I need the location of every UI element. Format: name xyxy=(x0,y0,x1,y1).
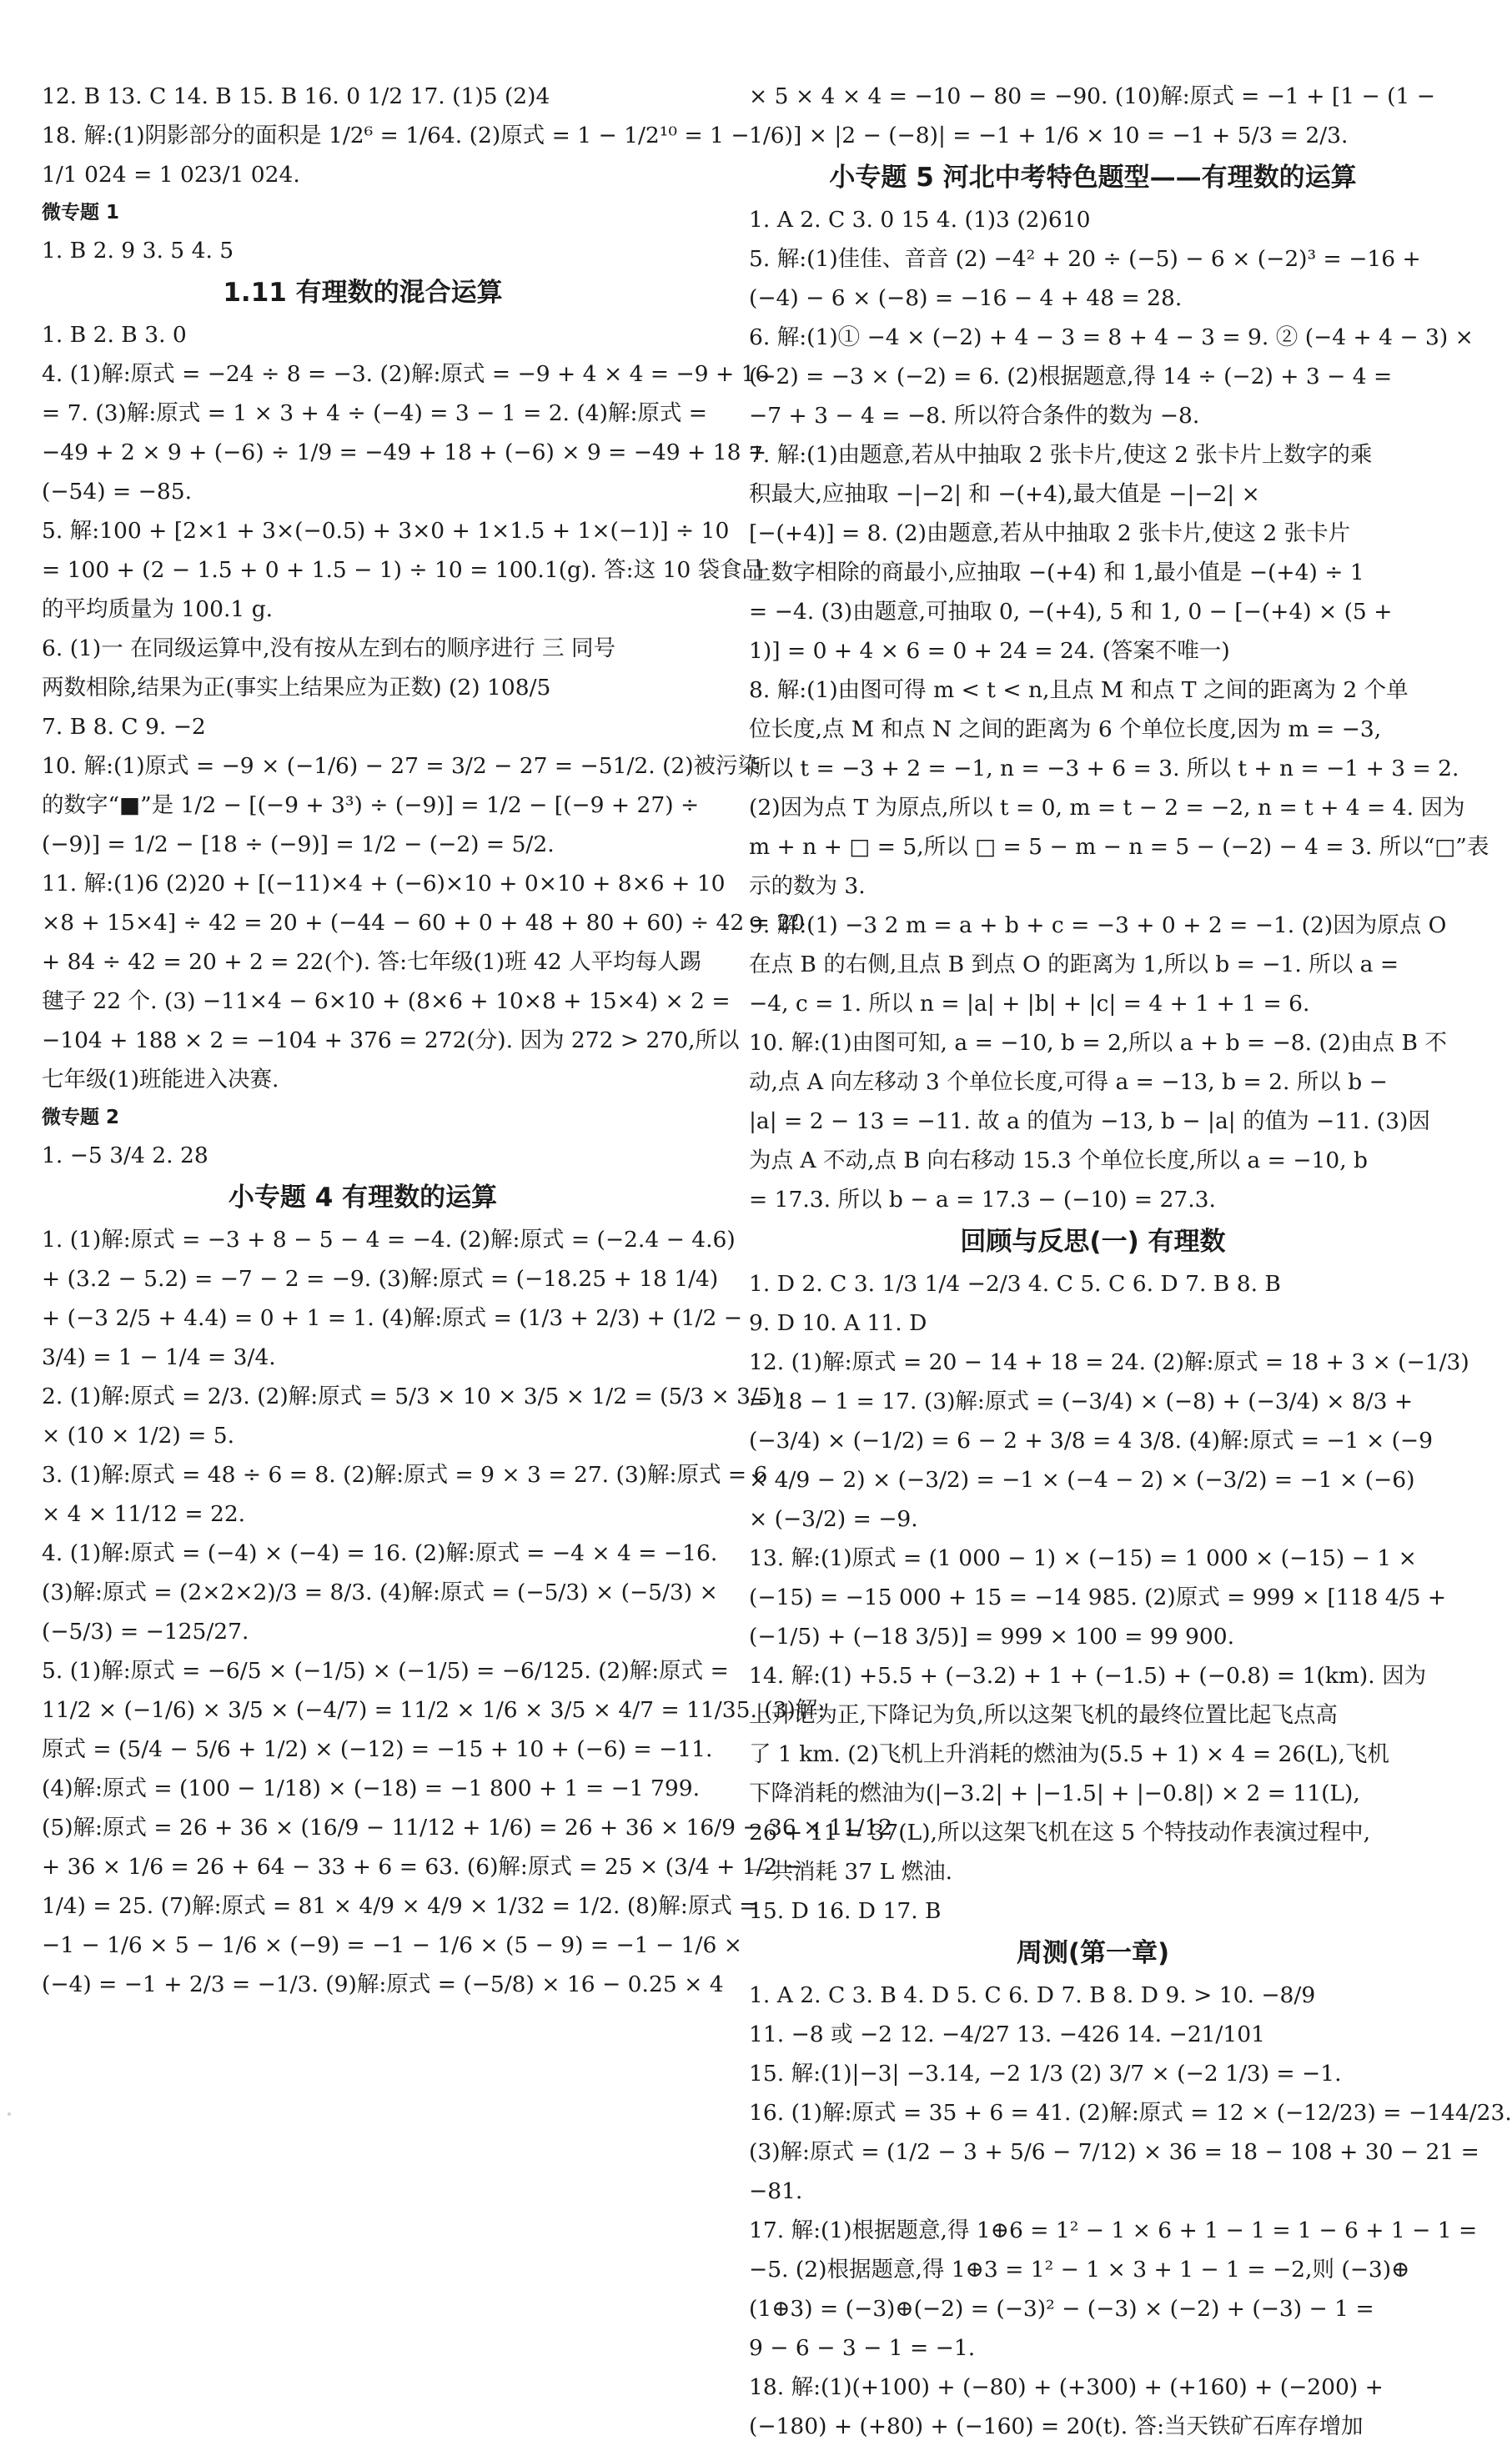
answer-line: (4)解:原式 = (100 − 1/18) × (−18) = −1 800 + 1 = −1 799. xyxy=(42,1775,701,1801)
answer-line: 5. 解:100 + [2×1 + 3×(−0.5) + 3×0 + 1×1.5 + 1×(−1)] ÷ 10 xyxy=(42,518,730,544)
answer-line: (−4) = −1 + 2/3 = −1/3. (9)解:原式 = (−5/8) × 16 − 0.25 × 4 xyxy=(42,1971,724,1997)
answer-line: −5. (2)根据题意,得 1⊕3 = 1² − 1 × 3 + 1 − 1 = −2,则 (−3)⊕ xyxy=(749,2257,1410,2283)
answer-line: (−4) − 6 × (−8) = −16 − 4 + 48 = 28. xyxy=(749,285,1183,311)
answer-line: (−3/4) × (−1/2) = 6 − 2 + 3/8 = 4 3/8. (4)解:原式 = −1 × (−9 xyxy=(749,1428,1433,1454)
answer-line: 为点 A 不动,点 B 向右移动 15.3 个单位长度,所以 a = −10, b xyxy=(749,1148,1369,1173)
section-heading: 周测(第一章) xyxy=(1016,1938,1170,1968)
answer-line: −1 − 1/6 × 5 − 1/6 × (−9) = −1 − 1/6 × (5 − 9) = −1 − 1/6 × xyxy=(42,1932,742,1958)
answer-line: 10. 解:(1)原式 = −9 × (−1/6) − 27 = 3/2 − 27 = −51/2. (2)被污染 xyxy=(42,753,761,779)
answer-line: 7. 解:(1)由题意,若从中抽取 2 张卡片,使这 2 张卡片上数字的乘 xyxy=(749,442,1373,468)
answer-line: 3/4) = 1 − 1/4 = 3/4. xyxy=(42,1344,276,1370)
answer-line: 3. (1)解:原式 = 48 ÷ 6 = 8. (2)解:原式 = 9 × 3 = 27. (3)解:原式 = 6 xyxy=(42,1462,768,1488)
answer-line: 10. 解:(1)由图可知, a = −10, b = 2,所以 a + b = −8. (2)由点 B 不 xyxy=(749,1030,1447,1056)
answer-line: (−1/5) + (−18 3/5)] = 999 × 100 = 99 900. xyxy=(749,1624,1235,1650)
answer-line: = 17.3. 所以 b − a = 17.3 − (−10) = 27.3. xyxy=(749,1187,1216,1213)
answer-line: (3)解:原式 = (2×2×2)/3 = 8/3. (4)解:原式 = (−5/3) × (−5/3) × xyxy=(42,1580,718,1605)
answer-line: 11. −8 或 −2 12. −4/27 13. −426 14. −21/101 xyxy=(749,2022,1265,2047)
answer-line: 9. D 10. A 11. D xyxy=(749,1310,927,1336)
answer-line: = 7. (3)解:原式 = 1 × 3 + 4 ÷ (−4) = 3 − 1 = 2. (4)解:原式 = xyxy=(42,400,708,426)
section-heading: 小专题 4 有理数的运算 xyxy=(228,1183,498,1213)
answer-line: 6. 解:(1)① −4 × (−2) + 4 − 3 = 8 + 4 − 3 = 9. ② (−4 + 4 − 3) × xyxy=(749,324,1474,350)
answer-line: 9. 解:(1) −3 2 m = a + b + c = −3 + 0 + 2 = −1. (2)因为原点 O xyxy=(749,912,1447,938)
answer-line: 1. D 2. C 3. 1/3 1/4 −2/3 4. C 5. C 6. D 7. B 8. B xyxy=(749,1271,1281,1297)
answer-line: + (−3 2/5 + 4.4) = 0 + 1 = 1. (4)解:原式 = (1/3 + 2/3) + (1/2 − xyxy=(42,1305,742,1331)
sub-topic-label: 微专题 2 xyxy=(42,1107,120,1128)
answer-line: (2)因为点 T 为原点,所以 t = 0, m = t − 2 = −2, n = t + 4 = 4. 因为 xyxy=(749,795,1465,821)
answer-line: 动,点 A 向左移动 3 个单位长度,可得 a = −13, b = 2. 所以 b − xyxy=(749,1069,1388,1095)
answer-line: 7. B 8. C 9. −2 xyxy=(42,714,206,740)
answer-line: + (3.2 − 5.2) = −7 − 2 = −9. (3)解:原式 = (−18.25 + 18 1/4) xyxy=(42,1266,719,1292)
answer-line: 16. (1)解:原式 = 35 + 6 = 41. (2)解:原式 = 12 × (−12/23) = −144/23. xyxy=(749,2100,1512,2126)
answer-line: = 18 − 1 = 17. (3)解:原式 = (−3/4) × (−8) + (−3/4) × 8/3 + xyxy=(749,1389,1414,1414)
answer-line: × 5 × 4 × 4 = −10 − 80 = −90. (10)解:原式 = −1 + [1 − (1 − xyxy=(749,83,1435,109)
answer-line: 18. 解:(1)阴影部分的面积是 1/2⁶ = 1/64. (2)原式 = 1 − 1/2¹⁰ = 1 − xyxy=(42,123,750,148)
answer-line: (1⊕3) = (−3)⊕(−2) = (−3)² − (−3) × (−2) + (−3) − 1 = xyxy=(749,2296,1374,2322)
answer-line: × 4 × 11/12 = 22. xyxy=(42,1501,246,1527)
answer-line: (−54) = −85. xyxy=(42,479,193,505)
answer-line: 了 1 km. (2)飞机上升消耗的燃油为(5.5 + 1) × 4 = 26(L),飞机 xyxy=(749,1741,1389,1767)
answer-line: ×8 + 15×4] ÷ 42 = 20 + (−44 − 60 + 0 + 48 + 80 + 60) ÷ 42 = 20 xyxy=(42,910,805,936)
answer-line: 位长度,点 M 和点 N 之间的距离为 6 个单位长度,因为 m = −3, xyxy=(749,716,1382,742)
answer-line: (5)解:原式 = 26 + 36 × (16/9 − 11/12 + 1/6) = 26 + 36 × 16/9 − 36 × 11/12 xyxy=(42,1815,893,1841)
answer-line: = 100 + (2 − 1.5 + 0 + 1.5 − 1) ÷ 10 = 100.1(g). 答:这 10 袋食品 xyxy=(42,557,765,583)
answer-line: |a| = 2 − 13 = −11. 故 a 的值为 −13, b − |a| 的值为 −11. (3)因 xyxy=(749,1108,1430,1134)
answer-line: 15. D 16. D 17. B xyxy=(749,1898,942,1924)
answer-line: (−180) + (+80) + (−160) = 20(t). 答:当天铁矿石库存增加 xyxy=(749,2413,1364,2439)
answer-line: 11/2 × (−1/6) × 3/5 × (−4/7) = 11/2 × 1/6 × 3/5 × 4/7 = 11/35. (3)解: xyxy=(42,1697,826,1723)
answer-line: 14. 解:(1) +5.5 + (−3.2) + 1 + (−1.5) + (−0.8) = 1(km). 因为 xyxy=(749,1663,1427,1689)
corner-dot-icon xyxy=(5,2110,13,2118)
answer-line: 6. (1)一 在同级运算中,没有按从左到右的顺序进行 三 同号 xyxy=(42,635,615,661)
answer-line: 七年级(1)班能进入决赛. xyxy=(42,1067,279,1092)
answer-line: 5. 解:(1)佳佳、音音 (2) −4² + 20 ÷ (−5) − 6 × (−2)³ = −16 + xyxy=(749,246,1421,272)
answer-line: 1)] = 0 + 4 × 6 = 0 + 24 = 24. (答案不唯一) xyxy=(749,638,1230,664)
answer-line: [−(+4)] = 8. (2)由题意,若从中抽取 2 张卡片,使这 2 张卡片 xyxy=(749,520,1351,546)
answer-line: 1/4) = 25. (7)解:原式 = 81 × 4/9 × 4/9 × 1/32 = 1/2. (8)解:原式 = xyxy=(42,1893,758,1919)
answer-line: (3)解:原式 = (1/2 − 3 + 5/6 − 7/12) × 36 = 18 − 108 + 30 − 21 = xyxy=(749,2139,1479,2165)
answer-line: × 4/9 − 2) × (−3/2) = −1 × (−4 − 2) × (−3/2) = −1 × (−6) xyxy=(749,1467,1415,1493)
section-heading: 1.11 有理数的混合运算 xyxy=(223,278,503,308)
answer-line: 18. 解:(1)(+100) + (−80) + (+300) + (+160) + (−200) + xyxy=(749,2374,1384,2400)
answer-line: × (−3/2) = −9. xyxy=(749,1506,918,1532)
answer-line: 17. 解:(1)根据题意,得 1⊕6 = 1² − 1 × 6 + 1 − 1 = 1 − 6 + 1 − 1 = xyxy=(749,2217,1478,2243)
answer-line: 上升记为正,下降记为负,所以这架飞机的最终位置比起飞点高 xyxy=(749,1702,1338,1728)
answer-line: 12. B 13. C 14. B 15. B 16. 0 1/2 17. (1)5 (2)4 xyxy=(42,83,550,109)
answer-line: 5. (1)解:原式 = −6/5 × (−1/5) × (−1/5) = −6/125. (2)解:原式 = xyxy=(42,1658,729,1684)
answer-line: + 84 ÷ 42 = 20 + 2 = 22(个). 答:七年级(1)班 42 人平均每人踢 xyxy=(42,949,702,975)
answer-line: −4, c = 1. 所以 n = |a| + |b| + |c| = 4 + 1 + 1 = 6. xyxy=(749,991,1310,1017)
sub-topic-label: 微专题 1 xyxy=(42,202,120,224)
answer-line: 15. 解:(1)|−3| −3.14, −2 1/3 (2) 3/7 × (−2 1/3) = −1. xyxy=(749,2061,1342,2087)
answer-line: 示的数为 3. xyxy=(749,873,866,899)
right-column xyxy=(749,77,1512,2446)
answer-line: 12. (1)解:原式 = 20 − 14 + 18 = 24. (2)解:原式 = 18 + 3 × (−1/3) xyxy=(749,1349,1469,1375)
answer-line: 4. (1)解:原式 = −24 ÷ 8 = −3. (2)解:原式 = −9 + 4 × 4 = −9 + 16 xyxy=(42,361,770,387)
section-heading: 小专题 5 河北中考特色题型——有理数的运算 xyxy=(829,163,1357,193)
answer-line: 1/1 024 = 1 023/1 024. xyxy=(42,162,300,188)
answer-line: 11. 解:(1)6 (2)20 + [(−11)×4 + (−6)×10 + 0×10 + 8×6 + 10 xyxy=(42,871,726,897)
answer-line: (−9)] = 1/2 − [18 ÷ (−9)] = 1/2 − (−2) = 5/2. xyxy=(42,831,555,857)
answer-line: −81. xyxy=(749,2178,803,2204)
answer-line: 一共消耗 37 L 燃油. xyxy=(749,1859,953,1885)
answer-line: 原式 = (5/4 − 5/6 + 1/2) × (−12) = −15 + 10 + (−6) = −11. xyxy=(42,1736,713,1762)
answer-line: = −4. (3)由题意,可抽取 0, −(+4), 5 和 1, 0 − [−(+4) × (5 + xyxy=(749,599,1393,625)
answer-line: 1. A 2. C 3. B 4. D 5. C 6. D 7. B 8. D 9. > 10. −8/9 xyxy=(749,1982,1316,2008)
answer-line: 下降消耗的燃油为(|−3.2| + |−1.5| + |−0.8|) × 2 = 11(L), xyxy=(749,1781,1360,1806)
answer-line: 1. B 2. B 3. 0 xyxy=(42,322,187,348)
answer-line: 1. A 2. C 3. 0 15 4. (1)3 (2)610 xyxy=(749,207,1091,233)
answer-line: 1. B 2. 9 3. 5 4. 5 xyxy=(42,238,234,264)
answer-line: −7 + 3 − 4 = −8. 所以符合条件的数为 −8. xyxy=(749,403,1200,429)
answer-line: −49 + 2 × 9 + (−6) ÷ 1/9 = −49 + 18 + (−6) × 9 = −49 + 18 + xyxy=(42,439,767,465)
answer-line: (−5/3) = −125/27. xyxy=(42,1619,249,1645)
answer-line: 所以 t = −3 + 2 = −1, n = −3 + 6 = 3. 所以 t + n = −1 + 3 = 2. xyxy=(749,756,1459,781)
answer-line: 毽子 22 个. (3) −11×4 − 6×10 + (8×6 + 10×8 + 15×4) × 2 = xyxy=(42,988,731,1014)
answer-line: 4. (1)解:原式 = (−4) × (−4) = 16. (2)解:原式 = −4 × 4 = −16. xyxy=(42,1540,718,1566)
answer-line: 13. 解:(1)原式 = (1 000 − 1) × (−15) = 1 000 × (−15) − 1 × xyxy=(749,1545,1417,1571)
answer-line: 上数字相除的商最小,应抽取 −(+4) 和 1,最小值是 −(+4) ÷ 1 xyxy=(749,560,1364,585)
answer-line: 9 − 6 − 3 − 1 = −1. xyxy=(749,2335,976,2361)
answer-line: 26 + 11 = 37(L),所以这架飞机在这 5 个特技动作表演过程中, xyxy=(749,1820,1371,1846)
answer-line: m + n + □ = 5,所以 □ = 5 − m − n = 5 − (−2) − 4 = 3. 所以“□”表 xyxy=(749,834,1489,860)
answer-line: 1/6)] × |2 − (−8)| = −1 + 1/6 × 10 = −1 + 5/3 = 2/3. xyxy=(749,123,1349,148)
answer-line: 1. (1)解:原式 = −3 + 8 − 5 − 4 = −4. (2)解:原式 = (−2.4 − 4.6) xyxy=(42,1227,736,1253)
answer-line: 的数字“■”是 1/2 − [(−9 + 3³) ÷ (−9)] = 1/2 − [(−9 + 27) ÷ xyxy=(42,792,700,818)
answer-line: 在点 B 的右侧,且点 B 到点 O 的距离为 1,所以 b = −1. 所以 a = xyxy=(749,952,1399,977)
answer-line: (−2) = −3 × (−2) = 6. (2)根据题意,得 14 ÷ (−2) + 3 − 4 = xyxy=(749,364,1393,389)
answer-line: 积最大,应抽取 −|−2| 和 −(+4),最大值是 −|−2| × xyxy=(749,481,1260,507)
answer-line: −104 + 188 × 2 = −104 + 376 = 272(分). 因为 272 > 270,所以 xyxy=(42,1027,740,1053)
answer-line: (−15) = −15 000 + 15 = −14 985. (2)原式 = 999 × [118 4/5 + xyxy=(749,1585,1447,1610)
answer-line: 2. (1)解:原式 = 2/3. (2)解:原式 = 5/3 × 10 × 3/5 × 1/2 = (5/3 × 3/5) xyxy=(42,1384,781,1409)
section-heading: 回顾与反思(一) 有理数 xyxy=(960,1227,1226,1257)
answer-line: 1. −5 3/4 2. 28 xyxy=(42,1143,208,1168)
answer-line: 两数相除,结果为正(事实上结果应为正数) (2) 108/5 xyxy=(42,675,551,701)
answer-line: × (10 × 1/2) = 5. xyxy=(42,1423,235,1449)
answer-line: + 36 × 1/6 = 26 + 64 − 33 + 6 = 63. (6)解:原式 = 25 × (3/4 + 1/2 − xyxy=(42,1854,803,1880)
answer-line: 的平均质量为 100.1 g. xyxy=(42,596,274,622)
answer-line: 8. 解:(1)由图可得 m < t < n,且点 M 和点 T 之间的距离为 2 个单 xyxy=(749,677,1409,703)
